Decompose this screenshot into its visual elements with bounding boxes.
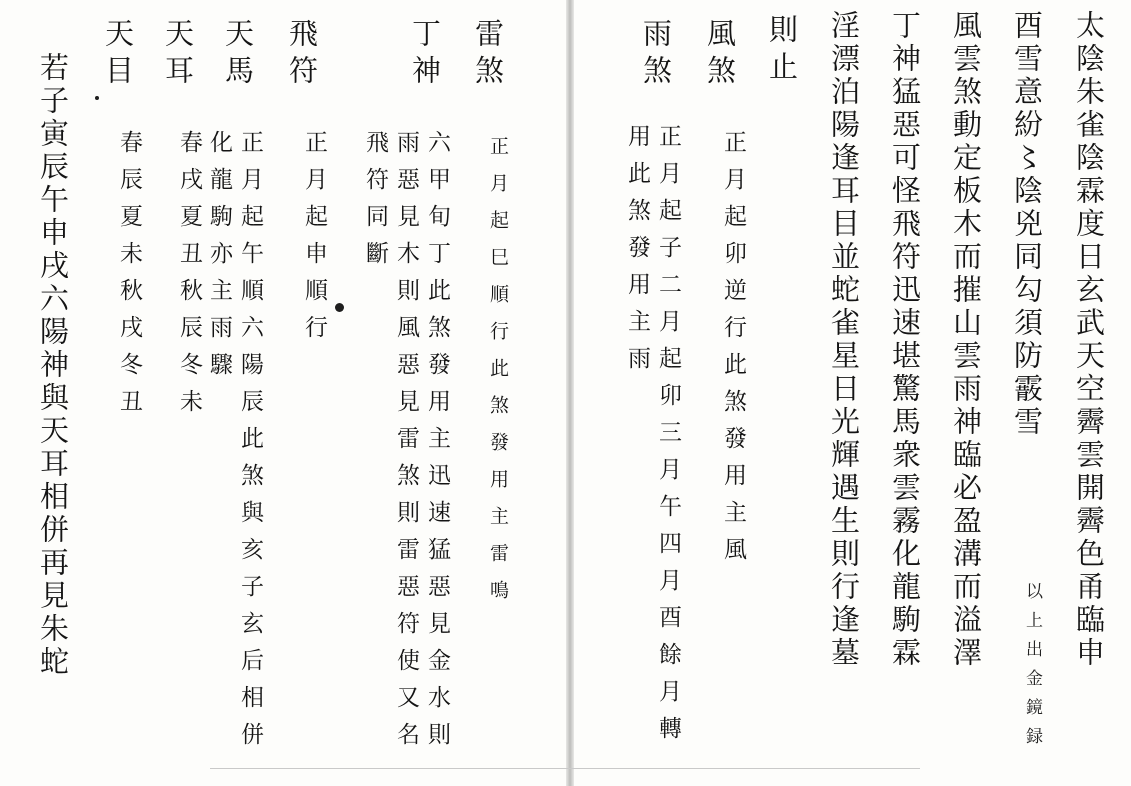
tian-er-text: 春戌夏丑秋辰冬未 xyxy=(176,130,202,426)
book-gutter xyxy=(566,0,574,786)
closing-column: 若子寅辰午申戌六陽神與天耳相併再見朱蛇 xyxy=(36,52,70,679)
ding-shen-line-3: 飛符同斷 xyxy=(362,130,388,278)
main-column-4: 丁神猛惡可怪飛符迅速堪驚馬衆雲霧化龍駒霖 xyxy=(888,10,922,670)
heading-tian-ma: 天馬 xyxy=(221,18,255,92)
heading-yu-sha: 雨煞 xyxy=(639,18,673,92)
main-column-3: 風雲煞動定板木而摧山雲雨神臨必盈溝而溢澤 xyxy=(949,10,983,670)
heading-tian-er: 天耳 xyxy=(161,18,195,92)
heading-fei-fu: 飛符 xyxy=(285,18,319,92)
yu-sha-line-1: 正月起子二月起卯三月午四月酉餘月轉 xyxy=(655,124,681,753)
ding-shen-line-1: 六甲旬丁此煞發用主迅速猛惡見金水則 xyxy=(424,130,450,759)
right-page xyxy=(574,0,1131,786)
tian-ma-line-1: 正月起午順六陽辰此煞與亥子玄后相併 xyxy=(237,130,263,759)
main-column-2: 酉雪意紛〻陰兇同勾須防霰雪 xyxy=(1010,10,1044,439)
main-column-5: 淫漂泊陽逢耳目並蛇雀星日光輝遇生則行逢墓 xyxy=(827,10,861,670)
heading-ding-shen: 丁神 xyxy=(408,18,442,92)
feng-sha-text: 正月起卯逆行此煞發用主風 xyxy=(720,130,746,574)
heading-lei-sha: 雷煞 xyxy=(471,18,505,92)
main-column-6: 則止 xyxy=(765,14,799,88)
main-column-1: 太陰朱雀陰霖度日玄武天空霽雲開霽色甬臨申 xyxy=(1072,10,1106,670)
ink-speck xyxy=(95,96,99,100)
heading-tian-mu: 天目 xyxy=(101,18,135,92)
tian-mu-text: 春辰夏未秋戌冬丑 xyxy=(116,130,142,426)
citation-note: 以上出金鏡録 xyxy=(1022,582,1042,756)
heading-feng-sha: 風煞 xyxy=(703,18,737,92)
fei-fu-text: 正月起申順行 xyxy=(301,130,327,352)
lei-sha-text: 正月起巳順行此煞發用主雷鳴 xyxy=(487,136,509,617)
yu-sha-line-2: 用此煞發用主雨 xyxy=(624,124,650,383)
ink-blot xyxy=(335,303,344,312)
page-bottom-edge xyxy=(210,768,920,769)
ding-shen-line-2: 雨惡見木則風惡見雷煞則雷惡符使又名 xyxy=(393,130,419,759)
tian-ma-line-2: 化龍駒亦主雨驟 xyxy=(206,130,232,389)
